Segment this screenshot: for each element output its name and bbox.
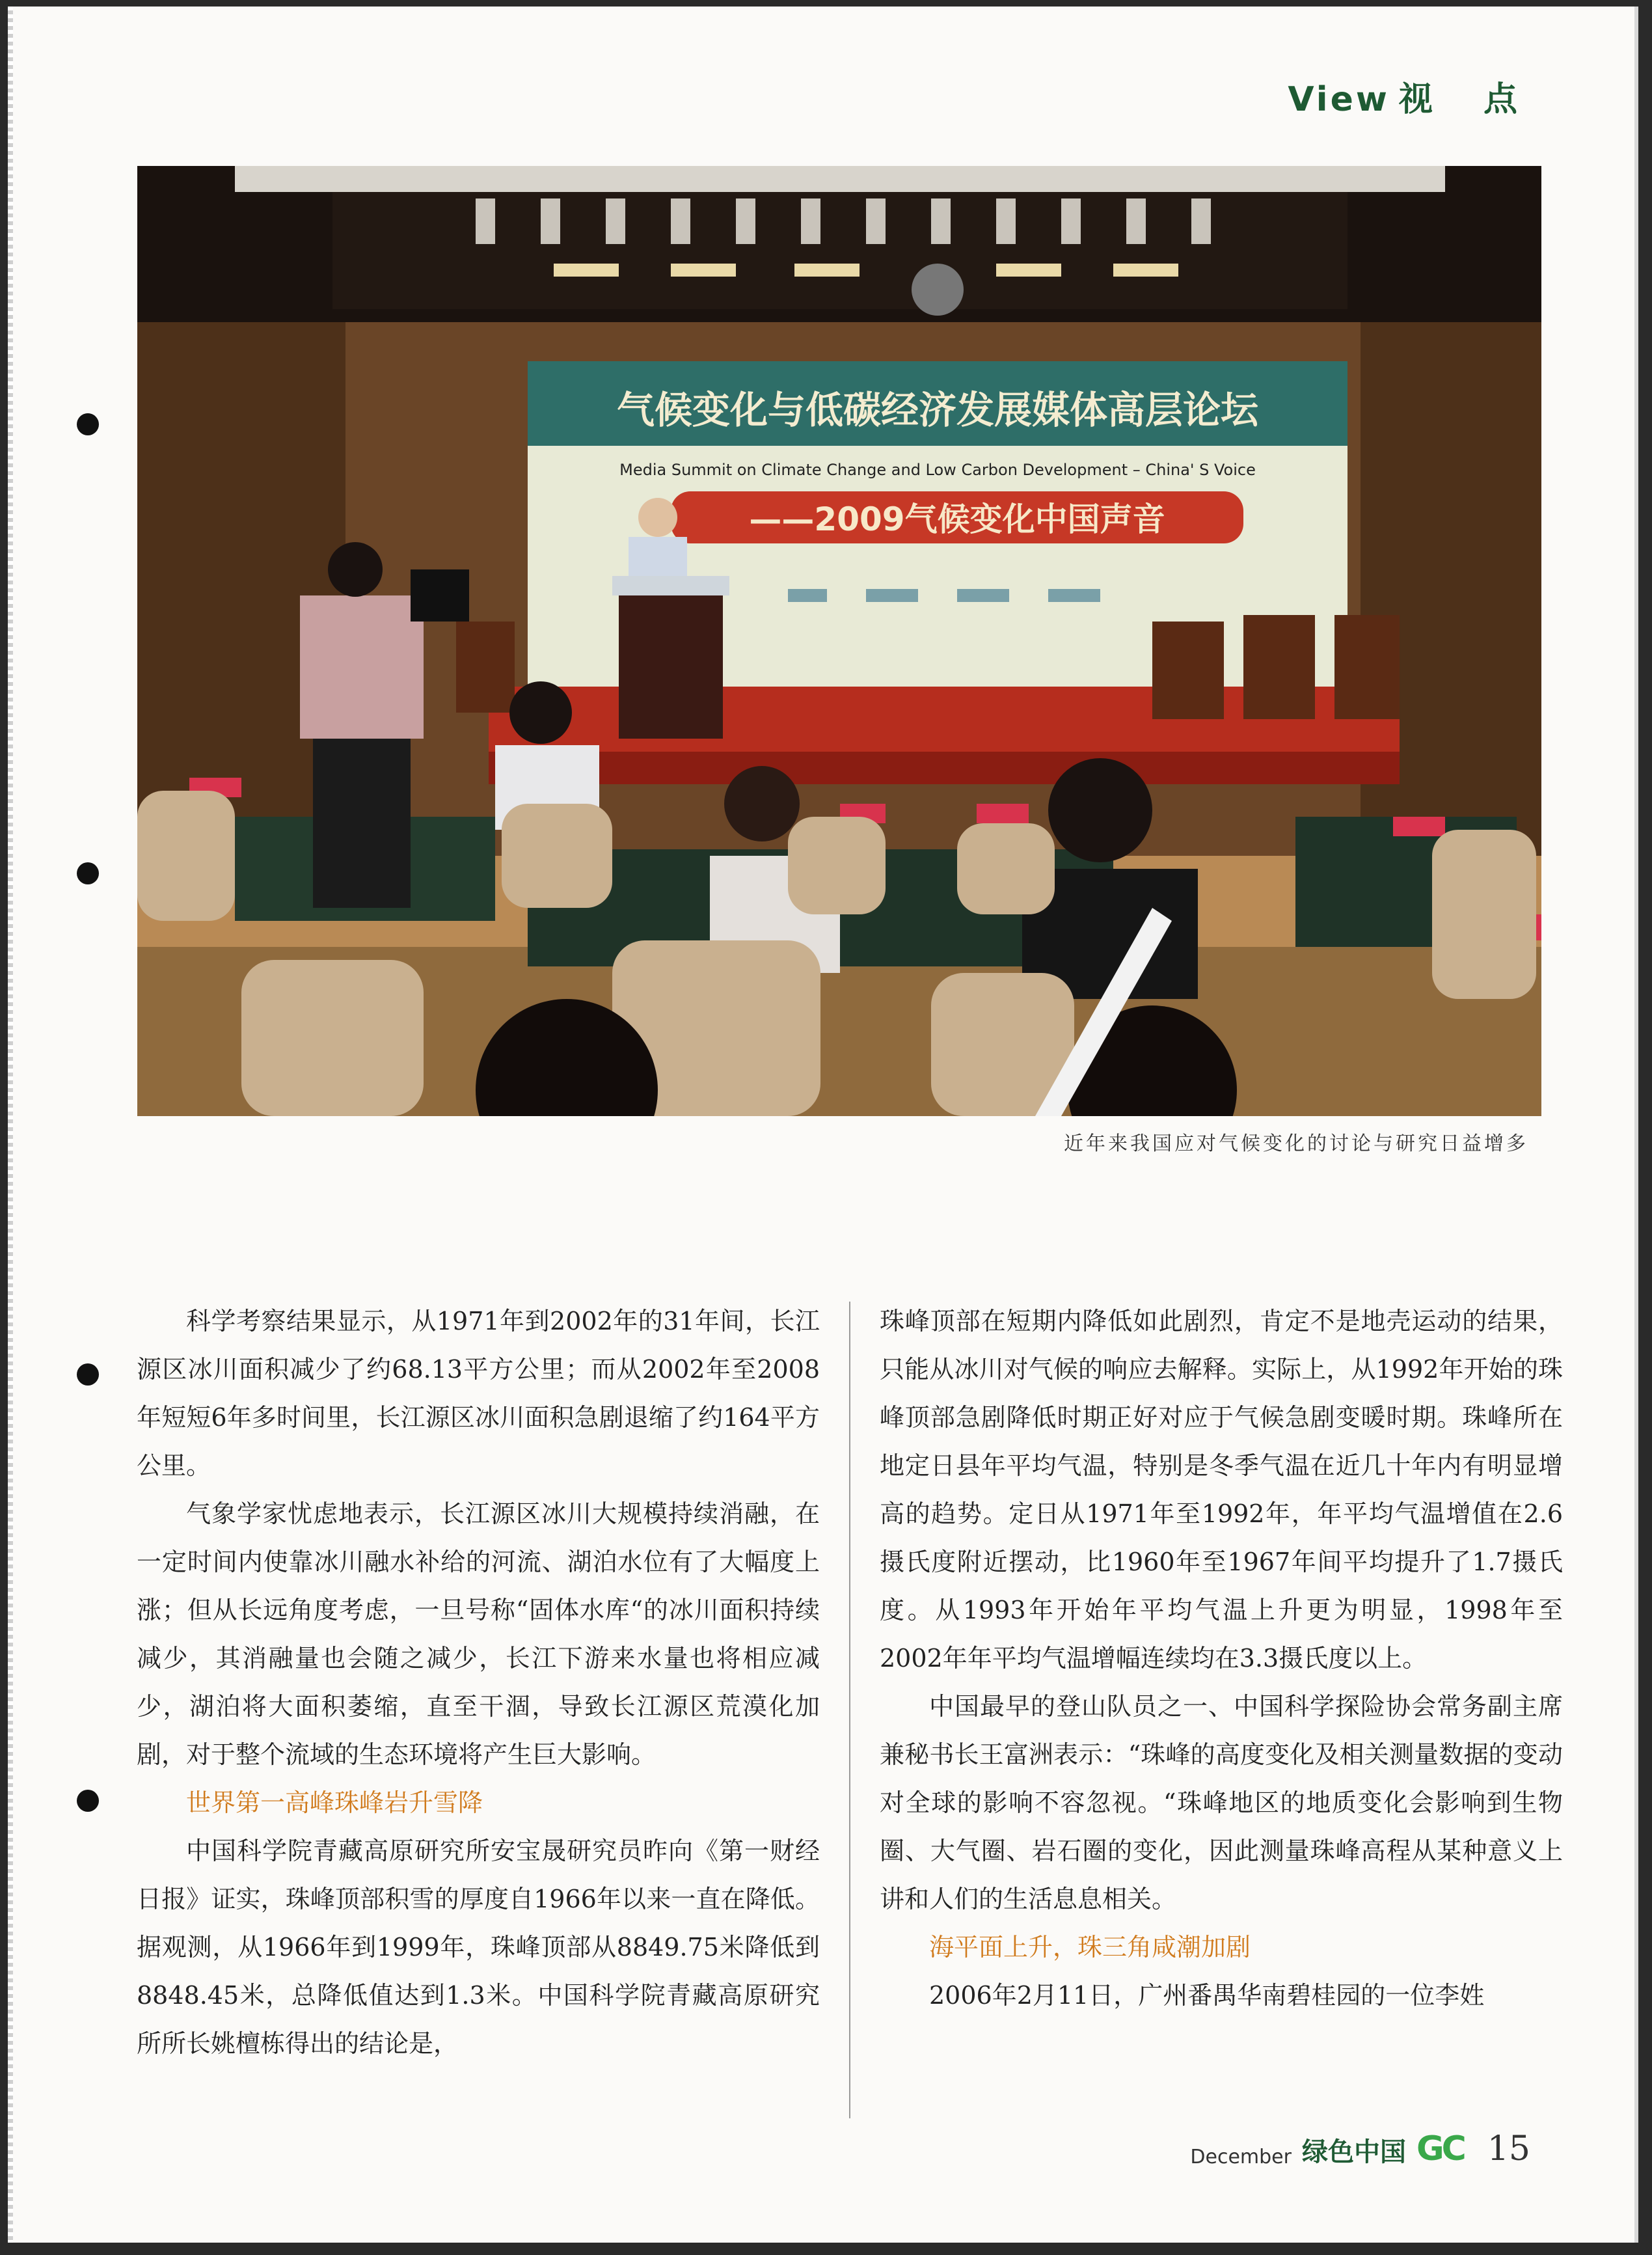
binder-hole [77, 862, 99, 884]
magazine-page [8, 7, 1638, 2243]
paragraph: 科学考察结果显示，从1971年到2002年的31年间，长江源区冰川面积减少了约68.13平方公里；而从2002年至2008年短短6年多时间里，长江源区冰川面积急剧退缩了约164平方公里。 [137, 1307, 820, 1480]
subheading: 海平面上升，珠三角咸潮加剧 [929, 1933, 1251, 1961]
subheading: 世界第一高峰珠峰岩升雪降 [186, 1788, 483, 1817]
page-footer [1190, 2129, 1530, 2168]
column-divider [849, 1302, 850, 2118]
forum-photo [137, 166, 1541, 1116]
paragraph: 中国科学院青藏高原研究所安宝晟研究员昨向《第一财经日报》证实，珠峰顶部积雪的厚度自1966年以来一直在降低。据观测，从1966年到1999年，珠峰顶部从8849.75米降低到8848.45米，总降低值达到1.3米。中国科学院青藏高原研究所所长姚檀栋得出的结论是， [137, 1837, 820, 2058]
right-column [880, 1297, 1563, 2019]
paragraph: 2006年2月11日，广州番禺华南碧桂园的一位李姓 [929, 1981, 1485, 2010]
section-label-cn: 视 点 [1398, 80, 1537, 119]
magazine-logo: GC [1416, 2129, 1464, 2168]
banner-subtitle: Media Summit on Climate Change and Low Carbon Development – China' S Voice [619, 461, 1256, 479]
footer-month: December [1190, 2146, 1292, 2168]
section-label-en: View [1288, 80, 1390, 119]
left-column [137, 1297, 820, 2068]
section-header [1288, 72, 1537, 120]
scan-edge [8, 7, 13, 2243]
paragraph: 中国最早的登山队员之一、中国科学探险协会常务副主席兼秘书长王富洲表示：“珠峰的高度变化及相关测量数据的变动对全球的影响不容忽视。“珠峰地区的地质变化会影响到生物圈、大气圈、岩石圈的变化，因此测量珠峰高程从某种意义上讲和人们的生活息息相关。 [880, 1692, 1563, 1913]
banner-title: 气候变化与低碳经济发展媒体高层论坛 [616, 388, 1259, 432]
paragraph: 珠峰顶部在短期内降低如此剧烈，肯定不是地壳运动的结果，只能从冰川对气候的响应去解释。实际上，从1992年开始的珠峰顶部急剧降低时期正好对应于气候急剧变暖时期。珠峰所在地定日县年平均气温，特别是冬季气温在近几十年内有明显增高的趋势。定日从1971年至1992年，年平均气温增值在2.6摄氏度附近摆动，比1960年至1967年间平均提升了1.7摄氏度。从1993年开始年平均气温上升更为明显，1998年至2002年年平均气温增幅连续均在3.3摄氏度以上。 [880, 1307, 1563, 1673]
binder-hole [77, 1790, 99, 1812]
footer-magazine-name: 绿色中国 [1301, 2137, 1406, 2167]
page-number: 15 [1487, 2129, 1530, 2168]
binder-hole [77, 413, 99, 435]
photo-caption: 近年来我国应对气候变化的讨论与研究日益增多 [1064, 1132, 1528, 1155]
binder-hole [77, 1363, 99, 1386]
paragraph: 气象学家忧虑地表示，长江源区冰川大规模持续消融，在一定时间内使靠冰川融水补给的河流、湖泊水位有了大幅度上涨；但从长远角度考虑，一旦号称“固体水库“的冰川面积持续减少，其消融量也会随之减少，长江下游来水量也将相应减少，湖泊将大面积萎缩，直至干涸，导致长江源区荒漠化加剧，对于整个流域的生态环境将产生巨大影响。 [137, 1499, 820, 1769]
banner-slogan: ——2009气候变化中国声音 [749, 500, 1165, 538]
